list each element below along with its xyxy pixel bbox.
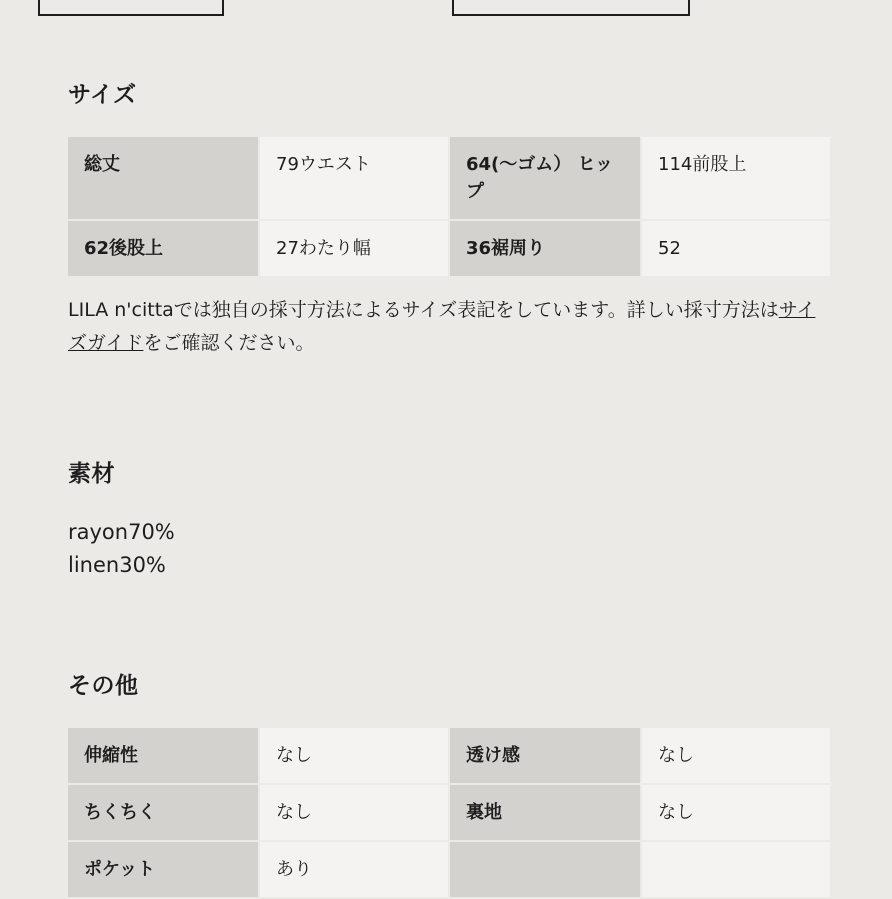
size-section-title: サイズ <box>68 82 137 108</box>
other-cell-label <box>450 842 640 897</box>
other-cell-value: なし <box>260 728 448 783</box>
table-row <box>68 785 830 840</box>
note-text-after: をご確認ください。 <box>143 332 315 355</box>
size-guide-link[interactable]: サイズガイド <box>68 299 816 355</box>
material-line: linen30% <box>68 552 166 577</box>
size-table-wrapper <box>68 135 832 278</box>
material-section <box>68 455 175 581</box>
material-line: rayon70% <box>68 520 175 544</box>
other-cell-value: なし <box>642 728 830 783</box>
table-row <box>68 728 830 783</box>
other-cell-value: あり <box>260 842 448 897</box>
cut-off-boxes <box>0 0 892 22</box>
material-section-title: 素材 <box>68 461 115 487</box>
size-cell-value: 27わたり幅 <box>260 221 448 276</box>
size-section <box>68 76 832 361</box>
table-row <box>68 221 830 276</box>
other-cell-label: ポケット <box>68 842 258 897</box>
other-cell-label: 透け感 <box>450 728 640 783</box>
size-cell-label: 62後股上 <box>68 221 258 276</box>
other-cell-label: 裏地 <box>450 785 640 840</box>
size-cell-value: 114前股上 <box>642 137 830 219</box>
other-cell-label: 伸縮性 <box>68 728 258 783</box>
material-lines <box>68 516 175 581</box>
other-cell-value: なし <box>260 785 448 840</box>
table-row <box>68 842 830 897</box>
size-cell-value: 52 <box>642 221 830 276</box>
size-cell-label: 36裾周り <box>450 221 640 276</box>
size-cell-value: 79ウエスト <box>260 137 448 219</box>
size-table <box>66 135 832 278</box>
other-cell-value <box>642 842 830 897</box>
other-section <box>68 667 832 899</box>
cut-off-box-right <box>452 0 690 16</box>
other-cell-label: ちくちく <box>68 785 258 840</box>
other-cell-value: なし <box>642 785 830 840</box>
table-row <box>68 137 830 219</box>
cut-off-box-left <box>38 0 224 16</box>
other-section-title: その他 <box>68 673 139 699</box>
other-table-wrapper <box>68 726 832 899</box>
size-guide-note <box>68 294 828 361</box>
size-cell-label: 総丈 <box>68 137 258 219</box>
note-text-before: LILA n'cittaでは独自の採寸方法によるサイズ表記をしています。詳しい採寸方法は <box>68 299 779 321</box>
size-cell-label: 64(〜ゴム） ヒップ <box>450 137 640 219</box>
other-table <box>66 726 832 899</box>
